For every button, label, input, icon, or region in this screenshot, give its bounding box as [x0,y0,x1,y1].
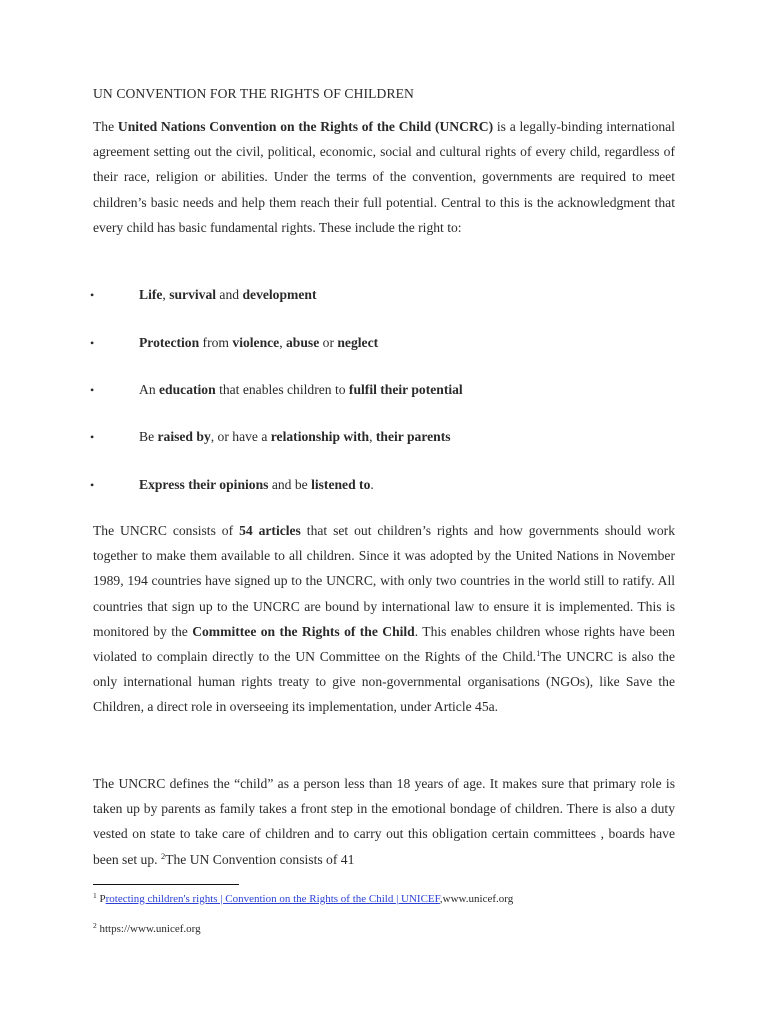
paragraph-intro [93,114,675,240]
bold-run: United Nations Convention on the Rights of the Child (UNCRC) [117,119,494,134]
footnote-ref[interactable]: 1 [536,648,541,659]
bullet-icon: • [90,288,95,302]
footnote-1: $^1$ Protecting children's rights | Convention on the Rights of the Child | UNICEF,www.unicef.org [93,891,514,905]
list-item [90,426,670,448]
bullet-icon: • [90,478,95,492]
paragraph-definition: The UNCRC defines the “child” as a person less than 18 years of age. It makes sure that primary role is taken up by parents as family takes a front step in the emotional bondage of children. There is also a duty vested on state to take care of children and to carry out this obligation certain committees , boards have been set up. $^2$The UN Convention consists of 41 [93,776,675,867]
list-item-text: Express their opinions and be listened to. [139,477,374,492]
footnote-link[interactable]: rotecting children's rights | Convention on the Rights of the Child | UNICEF [105,893,440,905]
bullet-icon: • [90,430,95,444]
paragraph-articles: The UNCRC consists of 54 articles that set out children’s rights and how governments should work together to make them available to all children. Since it was adopted by the United Nations in November 1989, 194 countries have signed up to the UNCRC, with only two countries in the world still to ratify. All countries that sign up to the UNCRC are bound by international law to ensure it is implemented. This is monitored by the Committee on the Rights of the Child. This enables children whose rights have been violated to complain directly to the UN Committee on the Rights of the Child.$^1$The UNCRC is also the only international human rights treaty to give non-governmental organisations (NGOs), like Save the Children, a direct role in overseeing its implementation, under Article 45a. [93,523,676,715]
list-item-text: An education that enables children to fulfil their potential [139,382,463,397]
bullet-icon: • [90,336,95,350]
list-item [90,284,670,306]
footnote-ref[interactable]: 2 [160,850,166,861]
footnote-2: $^2$ https://www.unicef.org [93,921,201,935]
list-item-text: Protection from violence, abuse or neglect [139,335,379,350]
text-run: The [93,119,118,134]
footnote-separator [93,884,239,885]
list-item-text: Life, survival and development [139,287,317,302]
text-run: is a legally-binding international agreement setting out the civil, political, economic, social and cultural rights of every child, regardless of their race, religion or abilities. Under the terms of the convention, governments are required to meet children’s basic needs and help them reach their full potential. Central to this is the acknowledgment that every child has basic fundamental rights. These include the right to: [93,119,675,235]
list-item [90,332,670,354]
list-item [90,379,670,401]
document-heading: UN CONVENTION FOR THE RIGHTS OF CHILDREN [93,86,414,101]
list-item [90,474,670,496]
bullet-icon: • [90,383,95,397]
list-item-text: Be raised by, or have a relationship with, their parents [139,429,451,444]
